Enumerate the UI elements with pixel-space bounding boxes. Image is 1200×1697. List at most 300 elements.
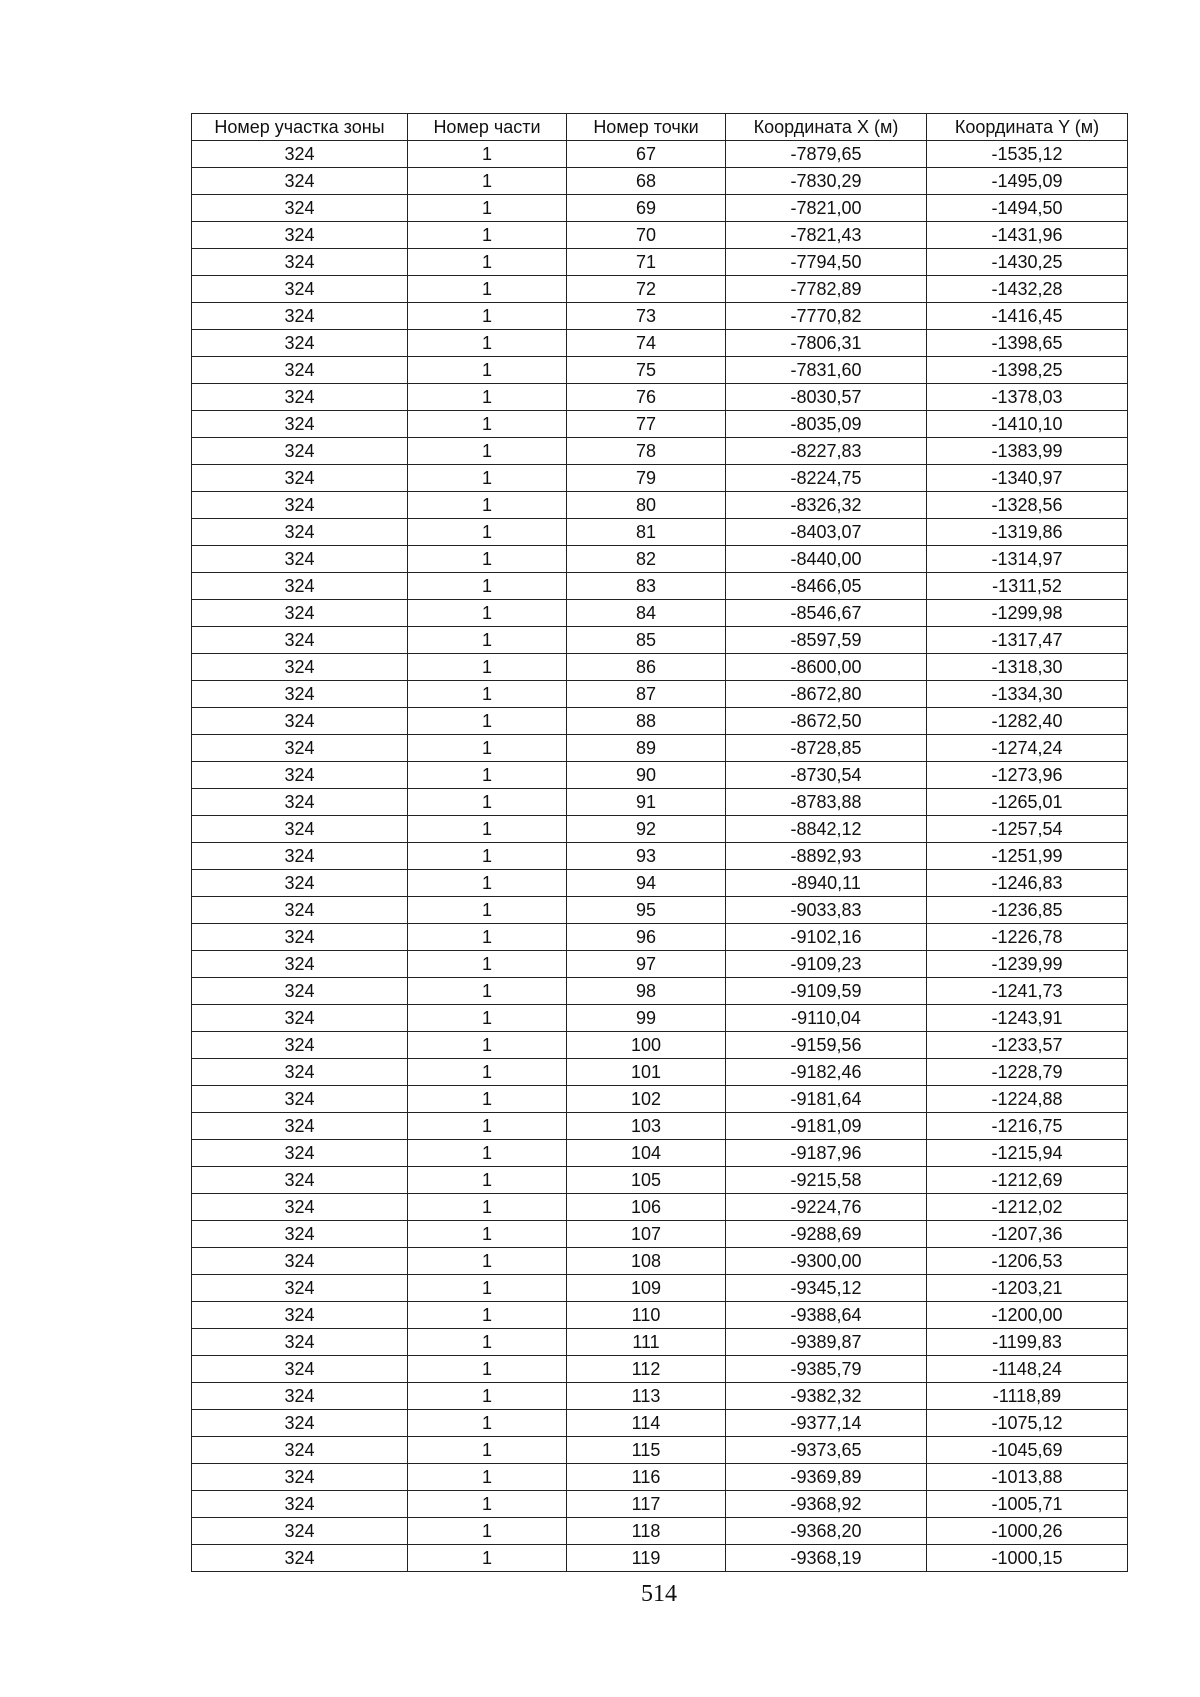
point-number-cell: 68 [567,168,726,195]
point-number-cell: 81 [567,519,726,546]
coord-y-cell: -1257,54 [927,816,1128,843]
zone-section-cell: 324 [192,330,408,357]
point-number-cell: 85 [567,627,726,654]
point-number-cell: 84 [567,600,726,627]
table-row [192,681,1128,708]
point-number-cell: 67 [567,141,726,168]
part-number-cell: 1 [408,546,567,573]
zone-section-cell: 324 [192,141,408,168]
coord-x-cell: -8403,07 [726,519,927,546]
point-number-cell: 100 [567,1032,726,1059]
coord-y-cell: -1432,28 [927,276,1128,303]
coord-y-cell: -1299,98 [927,600,1128,627]
part-number-cell: 1 [408,1329,567,1356]
coord-y-cell: -1236,85 [927,897,1128,924]
table-row [192,249,1128,276]
coord-y-cell: -1318,30 [927,654,1128,681]
coord-x-cell: -8030,57 [726,384,927,411]
header-part-number: Номер части [408,114,567,141]
coord-y-cell: -1148,24 [927,1356,1128,1383]
coord-y-cell: -1274,24 [927,735,1128,762]
coord-x-cell: -7831,60 [726,357,927,384]
coord-y-cell: -1216,75 [927,1113,1128,1140]
table-row [192,276,1128,303]
coord-y-cell: -1311,52 [927,573,1128,600]
table-row [192,816,1128,843]
table-row [192,1464,1128,1491]
coord-x-cell: -9368,20 [726,1518,927,1545]
coord-x-cell: -9215,58 [726,1167,927,1194]
coord-y-cell: -1246,83 [927,870,1128,897]
coord-y-cell: -1228,79 [927,1059,1128,1086]
part-number-cell: 1 [408,1437,567,1464]
coord-x-cell: -9385,79 [726,1356,927,1383]
coord-x-cell: -9033,83 [726,897,927,924]
point-number-cell: 109 [567,1275,726,1302]
coord-x-cell: -9389,87 [726,1329,927,1356]
coord-y-cell: -1005,71 [927,1491,1128,1518]
point-number-cell: 116 [567,1464,726,1491]
point-number-cell: 83 [567,573,726,600]
coord-y-cell: -1383,99 [927,438,1128,465]
coord-x-cell: -8600,00 [726,654,927,681]
part-number-cell: 1 [408,384,567,411]
zone-section-cell: 324 [192,384,408,411]
table-row [192,519,1128,546]
table-row [192,438,1128,465]
part-number-cell: 1 [408,1059,567,1086]
coord-x-cell: -9369,89 [726,1464,927,1491]
coord-x-cell: -7879,65 [726,141,927,168]
point-number-cell: 108 [567,1248,726,1275]
zone-section-cell: 324 [192,1194,408,1221]
table-row [192,546,1128,573]
point-number-cell: 90 [567,762,726,789]
table-row [192,843,1128,870]
point-number-cell: 101 [567,1059,726,1086]
zone-section-cell: 324 [192,276,408,303]
coord-x-cell: -9109,23 [726,951,927,978]
zone-section-cell: 324 [192,303,408,330]
coord-x-cell: -8672,80 [726,681,927,708]
zone-section-cell: 324 [192,465,408,492]
coord-x-cell: -8597,59 [726,627,927,654]
table-row [192,1491,1128,1518]
part-number-cell: 1 [408,843,567,870]
coord-y-cell: -1431,96 [927,222,1128,249]
coord-x-cell: -9368,92 [726,1491,927,1518]
coord-y-cell: -1273,96 [927,762,1128,789]
part-number-cell: 1 [408,951,567,978]
coord-y-cell: -1495,09 [927,168,1128,195]
coord-x-cell: -9182,46 [726,1059,927,1086]
coord-y-cell: -1410,10 [927,411,1128,438]
table-row [192,1086,1128,1113]
coord-x-cell: -7830,29 [726,168,927,195]
point-number-cell: 97 [567,951,726,978]
coord-y-cell: -1206,53 [927,1248,1128,1275]
zone-section-cell: 324 [192,762,408,789]
coord-y-cell: -1416,45 [927,303,1128,330]
coord-y-cell: -1494,50 [927,195,1128,222]
coord-y-cell: -1319,86 [927,519,1128,546]
coord-y-cell: -1334,30 [927,681,1128,708]
coord-y-cell: -1207,36 [927,1221,1128,1248]
coord-y-cell: -1045,69 [927,1437,1128,1464]
zone-section-cell: 324 [192,1383,408,1410]
zone-section-cell: 324 [192,1518,408,1545]
coord-x-cell: -9109,59 [726,978,927,1005]
coord-x-cell: -9159,56 [726,1032,927,1059]
coord-x-cell: -9373,65 [726,1437,927,1464]
zone-section-cell: 324 [192,357,408,384]
coord-x-cell: -8227,83 [726,438,927,465]
part-number-cell: 1 [408,1032,567,1059]
zone-section-cell: 324 [192,1356,408,1383]
header-point-number: Номер точки [567,114,726,141]
zone-section-cell: 324 [192,1329,408,1356]
table-row [192,303,1128,330]
point-number-cell: 99 [567,1005,726,1032]
part-number-cell: 1 [408,1167,567,1194]
coord-y-cell: -1430,25 [927,249,1128,276]
table-row [192,654,1128,681]
table-row [192,870,1128,897]
part-number-cell: 1 [408,1221,567,1248]
part-number-cell: 1 [408,1113,567,1140]
part-number-cell: 1 [408,1545,567,1572]
point-number-cell: 74 [567,330,726,357]
coord-x-cell: -8326,32 [726,492,927,519]
coord-y-cell: -1251,99 [927,843,1128,870]
zone-section-cell: 324 [192,654,408,681]
coord-y-cell: -1203,21 [927,1275,1128,1302]
zone-section-cell: 324 [192,1113,408,1140]
coord-x-cell: -8730,54 [726,762,927,789]
zone-section-cell: 324 [192,1491,408,1518]
point-number-cell: 92 [567,816,726,843]
part-number-cell: 1 [408,276,567,303]
table-row [192,573,1128,600]
zone-section-cell: 324 [192,519,408,546]
coord-x-cell: -7806,31 [726,330,927,357]
zone-section-cell: 324 [192,1437,408,1464]
table-row [192,627,1128,654]
coord-y-cell: -1314,97 [927,546,1128,573]
zone-section-cell: 324 [192,1167,408,1194]
coord-y-cell: -1075,12 [927,1410,1128,1437]
part-number-cell: 1 [408,357,567,384]
table-row [192,600,1128,627]
coord-x-cell: -9181,64 [726,1086,927,1113]
point-number-cell: 89 [567,735,726,762]
coord-y-cell: -1241,73 [927,978,1128,1005]
part-number-cell: 1 [408,897,567,924]
point-number-cell: 71 [567,249,726,276]
coord-y-cell: -1239,99 [927,951,1128,978]
coord-x-cell: -9377,14 [726,1410,927,1437]
zone-section-cell: 324 [192,789,408,816]
point-number-cell: 111 [567,1329,726,1356]
coord-y-cell: -1013,88 [927,1464,1128,1491]
coord-x-cell: -9300,00 [726,1248,927,1275]
zone-section-cell: 324 [192,195,408,222]
table-header [192,114,1128,141]
coord-y-cell: -1000,26 [927,1518,1128,1545]
part-number-cell: 1 [408,1464,567,1491]
coord-y-cell: -1118,89 [927,1383,1128,1410]
zone-section-cell: 324 [192,1032,408,1059]
coord-x-cell: -8940,11 [726,870,927,897]
coord-x-cell: -9224,76 [726,1194,927,1221]
coord-y-cell: -1317,47 [927,627,1128,654]
coord-x-cell: -9181,09 [726,1113,927,1140]
part-number-cell: 1 [408,222,567,249]
zone-section-cell: 324 [192,843,408,870]
zone-section-cell: 324 [192,1140,408,1167]
coord-y-cell: -1398,65 [927,330,1128,357]
point-number-cell: 77 [567,411,726,438]
coord-y-cell: -1328,56 [927,492,1128,519]
point-number-cell: 87 [567,681,726,708]
point-number-cell: 114 [567,1410,726,1437]
zone-section-cell: 324 [192,438,408,465]
point-number-cell: 106 [567,1194,726,1221]
zone-section-cell: 324 [192,735,408,762]
table-row [192,141,1128,168]
coord-x-cell: -9388,64 [726,1302,927,1329]
coord-x-cell: -8224,75 [726,465,927,492]
table-row [192,492,1128,519]
table-row [192,465,1128,492]
point-number-cell: 107 [567,1221,726,1248]
zone-section-cell: 324 [192,492,408,519]
table-row [192,1140,1128,1167]
point-number-cell: 96 [567,924,726,951]
part-number-cell: 1 [408,465,567,492]
zone-section-cell: 324 [192,951,408,978]
table-row [192,1221,1128,1248]
point-number-cell: 70 [567,222,726,249]
coord-y-cell: -1265,01 [927,789,1128,816]
part-number-cell: 1 [408,735,567,762]
page-number: 514 [641,1581,677,1607]
point-number-cell: 94 [567,870,726,897]
part-number-cell: 1 [408,627,567,654]
coord-y-cell: -1535,12 [927,141,1128,168]
table-row [192,1545,1128,1572]
part-number-cell: 1 [408,573,567,600]
coord-x-cell: -9345,12 [726,1275,927,1302]
table-row [192,708,1128,735]
table-row [192,789,1128,816]
coord-x-cell: -8035,09 [726,411,927,438]
part-number-cell: 1 [408,303,567,330]
coord-y-cell: -1212,02 [927,1194,1128,1221]
part-number-cell: 1 [408,141,567,168]
table-row [192,1329,1128,1356]
point-number-cell: 72 [567,276,726,303]
coord-x-cell: -9368,19 [726,1545,927,1572]
zone-section-cell: 324 [192,1410,408,1437]
coord-x-cell: -9187,96 [726,1140,927,1167]
coord-y-cell: -1212,69 [927,1167,1128,1194]
point-number-cell: 91 [567,789,726,816]
zone-section-cell: 324 [192,627,408,654]
zone-section-cell: 324 [192,1005,408,1032]
part-number-cell: 1 [408,1086,567,1113]
zone-section-cell: 324 [192,168,408,195]
coord-x-cell: -9382,32 [726,1383,927,1410]
part-number-cell: 1 [408,519,567,546]
table-row [192,1113,1128,1140]
part-number-cell: 1 [408,330,567,357]
part-number-cell: 1 [408,708,567,735]
table-row [192,357,1128,384]
zone-section-cell: 324 [192,870,408,897]
zone-section-cell: 324 [192,546,408,573]
coord-y-cell: -1200,00 [927,1302,1128,1329]
table-row [192,1302,1128,1329]
zone-section-cell: 324 [192,1464,408,1491]
table-row [192,1518,1128,1545]
point-number-cell: 69 [567,195,726,222]
zone-section-cell: 324 [192,978,408,1005]
part-number-cell: 1 [408,1275,567,1302]
table-row [192,330,1128,357]
coord-x-cell: -8546,67 [726,600,927,627]
point-number-cell: 102 [567,1086,726,1113]
coord-y-cell: -1000,15 [927,1545,1128,1572]
table-row [192,1032,1128,1059]
part-number-cell: 1 [408,1383,567,1410]
coord-x-cell: -8728,85 [726,735,927,762]
part-number-cell: 1 [408,1356,567,1383]
zone-section-cell: 324 [192,1086,408,1113]
table-row [192,1248,1128,1275]
point-number-cell: 118 [567,1518,726,1545]
zone-section-cell: 324 [192,1059,408,1086]
coord-y-cell: -1215,94 [927,1140,1128,1167]
table-row [192,1194,1128,1221]
part-number-cell: 1 [408,816,567,843]
header-zone-section: Номер участка зоны [192,114,408,141]
point-number-cell: 115 [567,1437,726,1464]
point-number-cell: 119 [567,1545,726,1572]
table-row [192,1059,1128,1086]
table-row [192,1437,1128,1464]
part-number-cell: 1 [408,1491,567,1518]
table-row [192,1167,1128,1194]
table-row [192,762,1128,789]
coord-x-cell: -7782,89 [726,276,927,303]
table-row [192,924,1128,951]
coord-x-cell: -8842,12 [726,816,927,843]
table-row [192,978,1128,1005]
zone-section-cell: 324 [192,600,408,627]
coord-y-cell: -1378,03 [927,384,1128,411]
point-number-cell: 93 [567,843,726,870]
coord-y-cell: -1398,25 [927,357,1128,384]
coord-x-cell: -9102,16 [726,924,927,951]
part-number-cell: 1 [408,762,567,789]
coord-y-cell: -1282,40 [927,708,1128,735]
part-number-cell: 1 [408,1248,567,1275]
point-number-cell: 112 [567,1356,726,1383]
point-number-cell: 117 [567,1491,726,1518]
coord-x-cell: -7821,43 [726,222,927,249]
zone-section-cell: 324 [192,681,408,708]
table-row [192,1275,1128,1302]
table-row [192,1005,1128,1032]
table-row [192,195,1128,222]
point-number-cell: 105 [567,1167,726,1194]
coord-x-cell: -8892,93 [726,843,927,870]
coord-y-cell: -1224,88 [927,1086,1128,1113]
part-number-cell: 1 [408,1005,567,1032]
coord-x-cell: -7821,00 [726,195,927,222]
point-number-cell: 80 [567,492,726,519]
part-number-cell: 1 [408,195,567,222]
point-number-cell: 103 [567,1113,726,1140]
point-number-cell: 88 [567,708,726,735]
part-number-cell: 1 [408,978,567,1005]
table-row [192,897,1128,924]
part-number-cell: 1 [408,924,567,951]
header-coord-x: Координата X (м) [726,114,927,141]
coord-x-cell: -8672,50 [726,708,927,735]
zone-section-cell: 324 [192,1302,408,1329]
part-number-cell: 1 [408,168,567,195]
point-number-cell: 98 [567,978,726,1005]
point-number-cell: 113 [567,1383,726,1410]
coord-x-cell: -9110,04 [726,1005,927,1032]
part-number-cell: 1 [408,681,567,708]
coord-y-cell: -1226,78 [927,924,1128,951]
table-row [192,384,1128,411]
part-number-cell: 1 [408,411,567,438]
part-number-cell: 1 [408,1410,567,1437]
coord-x-cell: -8440,00 [726,546,927,573]
coord-y-cell: -1243,91 [927,1005,1128,1032]
coord-y-cell: -1199,83 [927,1329,1128,1356]
table-row [192,735,1128,762]
table-body [192,141,1128,1572]
coord-y-cell: -1233,57 [927,1032,1128,1059]
part-number-cell: 1 [408,1302,567,1329]
part-number-cell: 1 [408,1140,567,1167]
zone-section-cell: 324 [192,573,408,600]
point-number-cell: 73 [567,303,726,330]
coord-x-cell: -7794,50 [726,249,927,276]
point-number-cell: 95 [567,897,726,924]
table-row [192,222,1128,249]
zone-section-cell: 324 [192,924,408,951]
header-row [192,114,1128,141]
zone-section-cell: 324 [192,897,408,924]
zone-section-cell: 324 [192,1221,408,1248]
coord-x-cell: -9288,69 [726,1221,927,1248]
part-number-cell: 1 [408,249,567,276]
table-row [192,1356,1128,1383]
coordinates-table [191,113,1128,1572]
zone-section-cell: 324 [192,816,408,843]
zone-section-cell: 324 [192,411,408,438]
zone-section-cell: 324 [192,1275,408,1302]
table-row [192,1383,1128,1410]
part-number-cell: 1 [408,654,567,681]
zone-section-cell: 324 [192,249,408,276]
